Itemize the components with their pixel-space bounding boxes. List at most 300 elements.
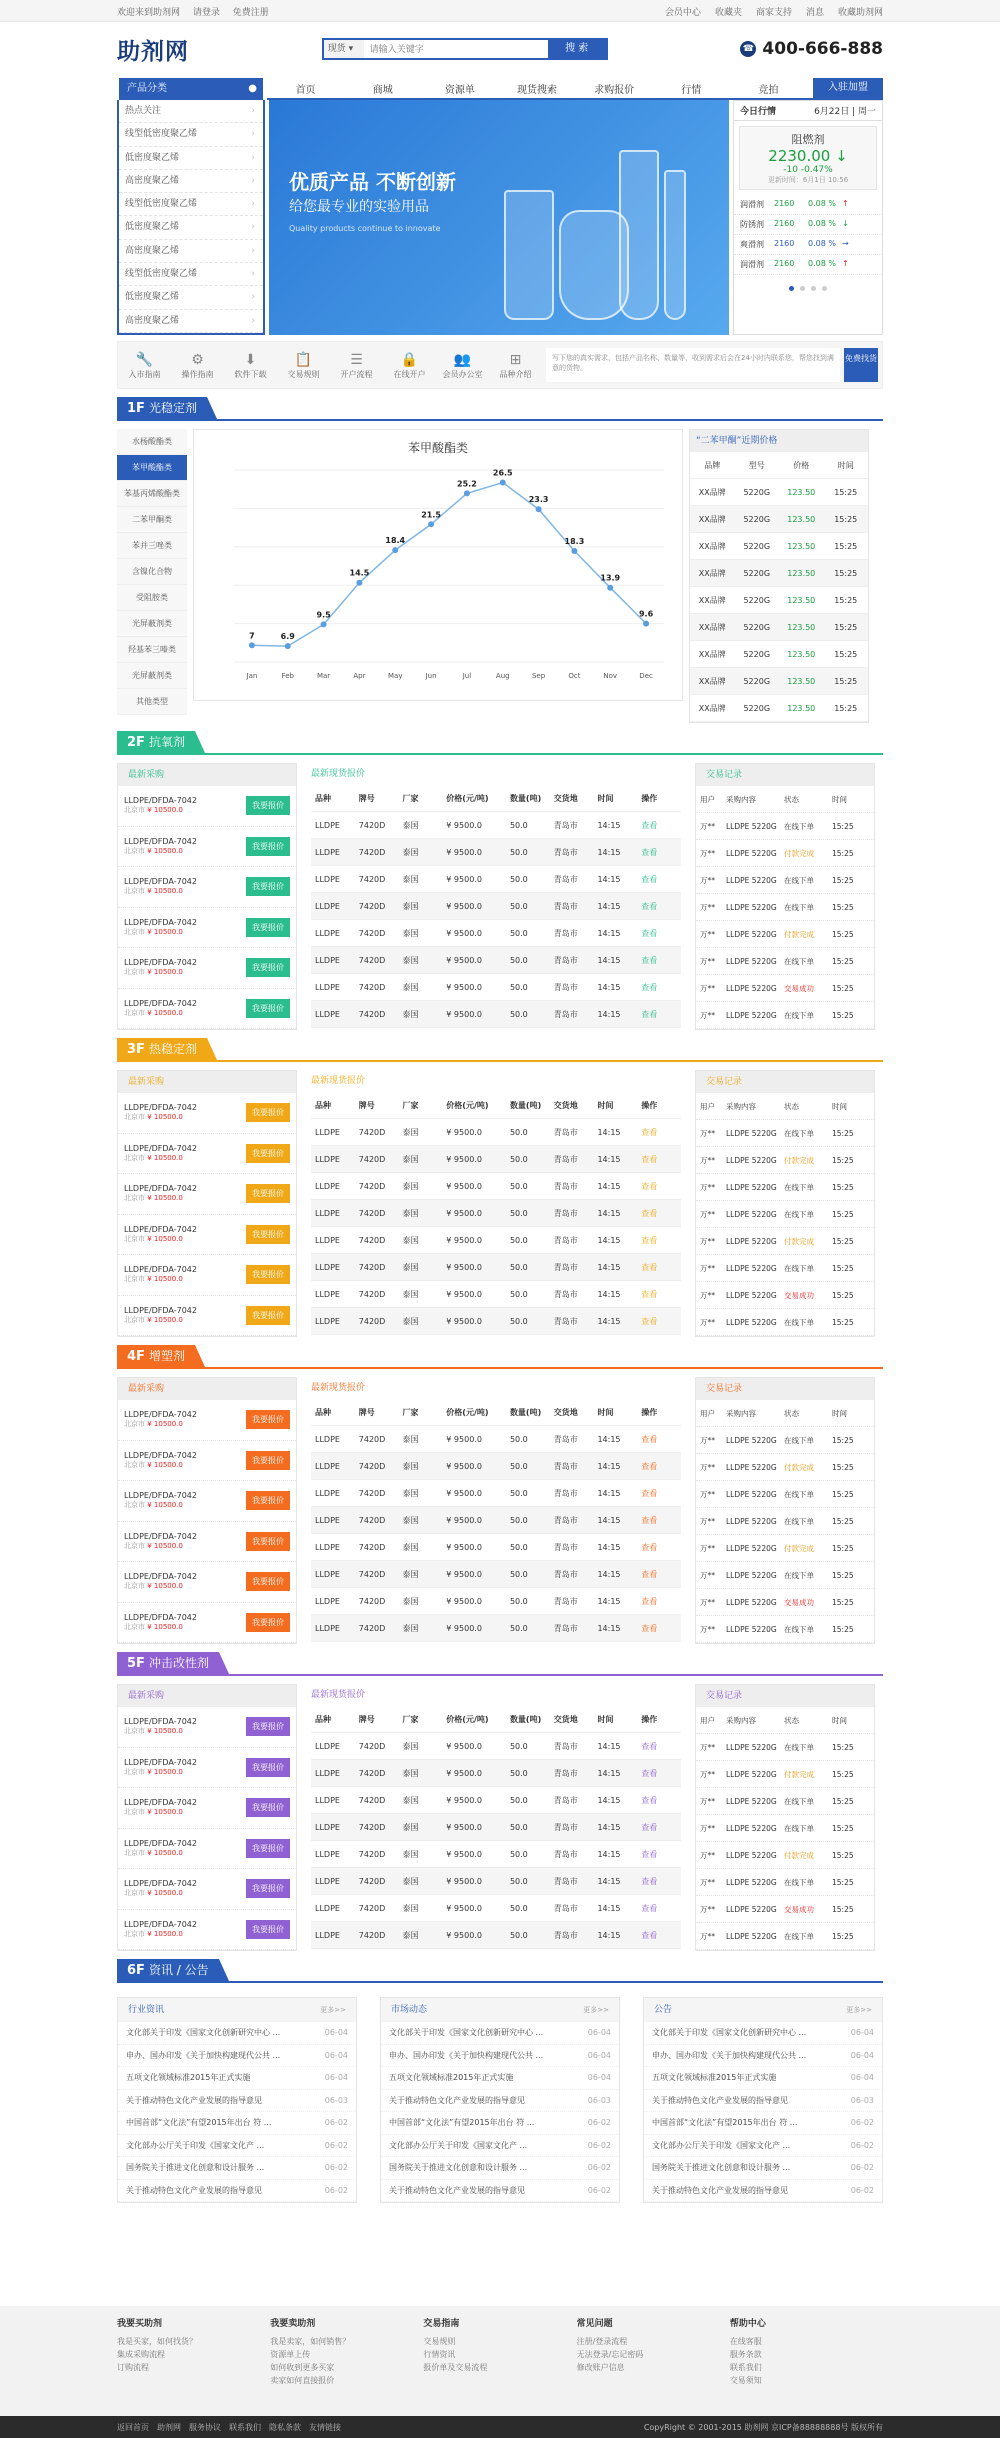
service-icon: ⚙ xyxy=(191,351,204,368)
table-row[interactable]: LLDPE 7420D 泰国 ¥ 9500.0 50.0 青岛市 14:15 查看 xyxy=(311,1001,681,1028)
table-row[interactable]: LLDPE 7420D 泰国 ¥ 9500.0 50.0 青岛市 14:15 查看 xyxy=(311,1119,681,1146)
view-link[interactable]: 查看 xyxy=(641,1236,658,1245)
view-link[interactable]: 查看 xyxy=(641,1317,658,1326)
panel-title: 最新采购 xyxy=(118,1378,296,1400)
news-item[interactable]: 五项文化领域标准2015年正式实施 06-04 xyxy=(644,2067,882,2090)
quote-row[interactable]: 爽滑剂 2160 0.08 % → xyxy=(734,235,882,255)
service-5[interactable]: 🔒 在线开户 xyxy=(383,351,436,380)
table-row[interactable]: LLDPE 7420D 泰国 ¥ 9500.0 50.0 青岛市 14:15 查看 xyxy=(311,1507,681,1534)
purchase-item[interactable]: LLDPE/DFDA-7042 北京市 ¥ 10500.0 我要报价 xyxy=(118,786,296,827)
purchase-item[interactable]: LLDPE/DFDA-7042 北京市 ¥ 10500.0 我要报价 xyxy=(118,1707,296,1748)
top-link[interactable]: 收藏助剂网 xyxy=(837,7,883,18)
view-link[interactable]: 查看 xyxy=(641,1543,658,1552)
service-icon: ⬇ xyxy=(244,351,257,368)
deal-row[interactable]: 万** LLDPE 5220G 在线下单 15:25 xyxy=(696,1309,874,1336)
price-row[interactable]: XX品牌 5220G 123.50 15:25 xyxy=(690,560,868,587)
news-item[interactable]: 文化部办公厅关于印发《国家文化产 ... 06-02 xyxy=(381,2135,619,2158)
table-row[interactable]: LLDPE 7420D 泰国 ¥ 9500.0 50.0 青岛市 14:15 查看 xyxy=(311,866,681,893)
news-item[interactable]: 关于推动特色文化产业发展的指导意见 06-02 xyxy=(381,2180,619,2203)
news-item[interactable]: 中国首部“文化法”有望2015年出台 符 ... 06-02 xyxy=(118,2112,356,2135)
x-tick-label: May xyxy=(388,672,403,680)
table-row[interactable]: LLDPE 7420D 泰国 ¥ 9500.0 50.0 青岛市 14:15 查看 xyxy=(311,1588,681,1615)
deal-row[interactable]: 万** LLDPE 5220G 在线下单 15:25 xyxy=(696,894,874,921)
category-item[interactable]: 线型低密度聚乙烯 › xyxy=(119,193,263,216)
quote-button[interactable]: 我要报价 xyxy=(246,1920,290,1939)
panel-title: 最新采购 xyxy=(118,764,296,786)
table-row[interactable]: LLDPE 7420D 泰国 ¥ 9500.0 50.0 青岛市 14:15 查看 xyxy=(311,1841,681,1868)
table-row[interactable]: LLDPE 7420D 泰国 ¥ 9500.0 50.0 青岛市 14:15 查看 xyxy=(311,1615,681,1642)
view-link[interactable]: 查看 xyxy=(641,1850,658,1859)
view-link[interactable]: 查看 xyxy=(641,1931,658,1940)
news-item[interactable]: 申办、国办印发《关于加快构建现代公共 ... 06-04 xyxy=(644,2045,882,2068)
category-item[interactable]: 低密度聚乙烯 › xyxy=(119,147,263,170)
deal-row[interactable]: 万** LLDPE 5220G 付款完成 15:25 xyxy=(696,1454,874,1481)
footer-column: 常见问题 注册/登录流程 无法登录/忘记密码 修改账户信息 xyxy=(577,2316,730,2387)
category-item[interactable]: 高密度聚乙烯 › xyxy=(119,310,263,333)
category-item[interactable]: 线型低密度聚乙烯 › xyxy=(119,263,263,286)
service-icon: ☰ xyxy=(350,351,363,368)
purchase-item[interactable]: LLDPE/DFDA-7042 北京市 ¥ 10500.0 我要报价 xyxy=(118,1441,296,1482)
quote-button[interactable]: 我要报价 xyxy=(246,1572,290,1591)
price-row[interactable]: XX品牌 5220G 123.50 15:25 xyxy=(690,533,868,560)
service-4[interactable]: ☰ 开户流程 xyxy=(330,351,383,380)
table-row[interactable]: LLDPE 7420D 泰国 ¥ 9500.0 50.0 青岛市 14:15 查看 xyxy=(311,1895,681,1922)
footer-link[interactable]: 无法登录/忘记密码 xyxy=(576,2350,644,2359)
news-item[interactable]: 国务院关于推进文化创意和设计服务 ... 06-02 xyxy=(644,2157,882,2180)
table-row[interactable]: LLDPE 7420D 泰国 ¥ 9500.0 50.0 青岛市 14:15 查看 xyxy=(311,1787,681,1814)
table-row[interactable]: LLDPE 7420D 泰国 ¥ 9500.0 50.0 青岛市 14:15 查看 xyxy=(311,1922,681,1949)
chevron-right-icon: › xyxy=(251,129,255,140)
price-row[interactable]: XX品牌 5220G 123.50 15:25 xyxy=(690,695,868,722)
news-item[interactable]: 五项文化领域标准2015年正式实施 06-04 xyxy=(381,2067,619,2090)
side-item[interactable]: 其他类型 xyxy=(117,689,187,715)
table-row[interactable]: LLDPE 7420D 泰国 ¥ 9500.0 50.0 青岛市 14:15 查看 xyxy=(311,1733,681,1760)
news-item[interactable]: 文化部办公厅关于印发《国家文化产 ... 06-02 xyxy=(644,2135,882,2158)
quote-button[interactable]: 我要报价 xyxy=(246,1410,290,1429)
deal-row[interactable]: 万** LLDPE 5220G 在线下单 15:25 xyxy=(696,1201,874,1228)
view-link[interactable]: 查看 xyxy=(641,1209,658,1218)
table-header: 品种 牌号 厂家 价格(元/吨) 数量(吨) 交货地 时间 操作 xyxy=(311,1399,681,1426)
bottom-link[interactable]: 服务协议 xyxy=(189,2422,221,2432)
purchase-item[interactable]: LLDPE/DFDA-7042 北京市 ¥ 10500.0 我要报价 xyxy=(118,1603,296,1644)
table-row[interactable]: LLDPE 7420D 泰国 ¥ 9500.0 50.0 青岛市 14:15 查看 xyxy=(311,1453,681,1480)
service-3[interactable]: 📋 交易规则 xyxy=(277,351,330,380)
deal-row[interactable]: 万** LLDPE 5220G 在线下单 15:25 xyxy=(696,1923,874,1950)
service-icon: 🔧 xyxy=(135,351,154,368)
service-6[interactable]: 👥 会员办公室 xyxy=(436,351,489,380)
purchase-item[interactable]: LLDPE/DFDA-7042 北京市 ¥ 10500.0 我要报价 xyxy=(118,1093,296,1134)
view-link[interactable]: 查看 xyxy=(641,1489,658,1498)
data-label: 13.9 xyxy=(600,573,621,583)
deal-row[interactable]: 万** LLDPE 5220G 在线下单 15:25 xyxy=(696,1174,874,1201)
deal-row[interactable]: 万** LLDPE 5220G 在线下单 15:25 xyxy=(696,867,874,894)
bottom-link[interactable]: 助剂网 xyxy=(157,2422,181,2432)
quote-button[interactable]: 我要报价 xyxy=(246,1265,290,1284)
category-item[interactable]: 高密度聚乙烯 › xyxy=(119,240,263,263)
register-link[interactable]: 免费注册 xyxy=(232,7,269,18)
nav-item[interactable]: 现货搜索 xyxy=(516,84,557,96)
deal-row[interactable]: 万** LLDPE 5220G 在线下单 15:25 xyxy=(696,1734,874,1761)
chevron-right-icon: › xyxy=(251,315,255,326)
news-item[interactable]: 申办、国办印发《关于加快构建现代公共 ... 06-04 xyxy=(381,2045,619,2068)
free-find-button[interactable]: 免费找货 xyxy=(844,348,878,382)
deal-row[interactable]: 万** LLDPE 5220G 在线下单 15:25 xyxy=(696,1869,874,1896)
quote-button[interactable]: 我要报价 xyxy=(246,796,290,815)
chevron-right-icon: › xyxy=(251,269,255,280)
panel-title: 交易记录 xyxy=(696,1071,874,1093)
footer-link[interactable]: 卖家如何直接报价 xyxy=(270,2376,335,2385)
panel-title: 最新采购 xyxy=(118,1685,296,1707)
view-link[interactable]: 查看 xyxy=(641,983,658,992)
purchase-item[interactable]: LLDPE/DFDA-7042 北京市 ¥ 10500.0 我要报价 xyxy=(118,1481,296,1522)
top-link[interactable]: 收藏夹 xyxy=(714,7,742,18)
purchase-item[interactable]: LLDPE/DFDA-7042 北京市 ¥ 10500.0 我要报价 xyxy=(118,948,296,989)
view-link[interactable]: 查看 xyxy=(641,1516,658,1525)
purchase-item[interactable]: LLDPE/DFDA-7042 北京市 ¥ 10500.0 我要报价 xyxy=(118,1215,296,1256)
deal-row[interactable]: 万** LLDPE 5220G 在线下单 15:25 xyxy=(696,1427,874,1454)
search-input[interactable] xyxy=(364,40,548,58)
side-item[interactable]: 光屏蔽剂类 xyxy=(117,611,187,637)
service-1[interactable]: ⚙ 操作指南 xyxy=(171,351,224,380)
side-item[interactable]: 受阻胺类 xyxy=(117,585,187,611)
view-link[interactable]: 查看 xyxy=(641,875,658,884)
deal-row[interactable]: 万** LLDPE 5220G 在线下单 15:25 xyxy=(696,1815,874,1842)
news-item[interactable]: 关于推动特色文化产业发展的指导意见 06-03 xyxy=(381,2090,619,2113)
purchase-item[interactable]: LLDPE/DFDA-7042 北京市 ¥ 10500.0 我要报价 xyxy=(118,1134,296,1175)
login-link[interactable]: 请登录 xyxy=(192,7,220,18)
view-link[interactable]: 查看 xyxy=(641,929,658,938)
table-row[interactable]: LLDPE 7420D 泰国 ¥ 9500.0 50.0 青岛市 14:15 查看 xyxy=(311,920,681,947)
news-header: 行业资讯 更多>> xyxy=(118,1998,356,2022)
news-item[interactable]: 关于推动特色文化产业发展的指导意见 06-03 xyxy=(644,2090,882,2113)
quote-button[interactable]: 我要报价 xyxy=(246,1613,290,1632)
view-link[interactable]: 查看 xyxy=(641,1182,658,1191)
bottom-link[interactable]: 隐私条款 xyxy=(269,2422,301,2432)
news-column xyxy=(380,1997,620,2203)
x-tick-label: Jun xyxy=(425,672,437,680)
news-item[interactable]: 关于推动特色文化产业发展的指导意见 06-03 xyxy=(118,2090,356,2113)
footer-link[interactable]: 我是买家，如何找货？ xyxy=(117,2337,197,2346)
deal-row[interactable]: 万** LLDPE 5220G 在线下单 15:25 xyxy=(696,1562,874,1589)
deal-row[interactable]: 万** LLDPE 5220G 付款完成 15:25 xyxy=(696,840,874,867)
purchase-item[interactable]: LLDPE/DFDA-7042 北京市 ¥ 10500.0 我要报价 xyxy=(118,1562,296,1603)
view-link[interactable]: 查看 xyxy=(641,1877,658,1886)
test-tube-image xyxy=(619,150,659,320)
deal-row[interactable]: 万** LLDPE 5220G 在线下单 15:25 xyxy=(696,813,874,840)
purchase-item[interactable]: LLDPE/DFDA-7042 北京市 ¥ 10500.0 我要报价 xyxy=(118,989,296,1030)
footer-link[interactable]: 修改账户信息 xyxy=(576,2363,625,2372)
deal-row[interactable]: 万** LLDPE 5220G 在线下单 15:25 xyxy=(696,1255,874,1282)
nav-item[interactable]: 竞拍 xyxy=(758,84,779,96)
nav-item[interactable]: 首页 xyxy=(295,84,316,96)
purchase-item[interactable]: LLDPE/DFDA-7042 北京市 ¥ 10500.0 我要报价 xyxy=(118,1910,296,1951)
quote-button[interactable]: 我要报价 xyxy=(246,958,290,977)
purchase-item[interactable]: LLDPE/DFDA-7042 北京市 ¥ 10500.0 我要报价 xyxy=(118,1788,296,1829)
purchase-item[interactable]: LLDPE/DFDA-7042 北京市 ¥ 10500.0 我要报价 xyxy=(118,1255,296,1296)
view-link[interactable]: 查看 xyxy=(641,1769,658,1778)
service-7[interactable]: ⊞ 品种介绍 xyxy=(489,351,542,380)
view-link[interactable]: 查看 xyxy=(641,1155,658,1164)
quote-button[interactable]: 我要报价 xyxy=(246,1798,290,1817)
deal-row[interactable]: 万** LLDPE 5220G 付款完成 15:25 xyxy=(696,1228,874,1255)
deal-row[interactable]: 万** LLDPE 5220G 交易成功 15:25 xyxy=(696,975,874,1002)
deal-row[interactable]: 万** LLDPE 5220G 交易成功 15:25 xyxy=(696,1589,874,1616)
price-row[interactable]: XX品牌 5220G 123.50 15:25 xyxy=(690,668,868,695)
news-item[interactable]: 国务院关于推进文化创意和设计服务 ... 06-02 xyxy=(381,2157,619,2180)
view-link[interactable]: 查看 xyxy=(641,1290,658,1299)
chart-svg xyxy=(194,430,682,700)
more-link[interactable]: 更多>> xyxy=(583,2006,609,2014)
table-row[interactable]: LLDPE 7420D 泰国 ¥ 9500.0 50.0 青岛市 14:15 查看 xyxy=(311,812,681,839)
nav-item[interactable]: 行情 xyxy=(681,84,702,96)
table-row[interactable]: LLDPE 7420D 泰国 ¥ 9500.0 50.0 青岛市 14:15 查看 xyxy=(311,1561,681,1588)
news-item[interactable]: 关于推动特色文化产业发展的指导意见 06-02 xyxy=(118,2180,356,2203)
nav-item[interactable]: 商城 xyxy=(372,84,393,96)
view-link[interactable]: 查看 xyxy=(641,1010,658,1019)
quote-button[interactable]: 我要报价 xyxy=(246,1717,290,1736)
join-button[interactable]: 入驻加盟 xyxy=(813,78,883,98)
news-item[interactable]: 关于推动特色文化产业发展的指导意见 06-02 xyxy=(644,2180,882,2203)
quote-button[interactable]: 我要报价 xyxy=(246,999,290,1018)
service-icon: 👥 xyxy=(453,351,472,368)
price-row[interactable]: XX品牌 5220G 123.50 15:25 xyxy=(690,479,868,506)
news-column xyxy=(117,1997,357,2203)
service-0[interactable]: 🔧 入市指南 xyxy=(118,351,171,380)
nav-item[interactable]: 资源单 xyxy=(444,84,475,96)
panel-title: 交易记录 xyxy=(696,1685,874,1707)
news-item[interactable]: 文化部办公厅关于印发《国家文化产 ... 06-02 xyxy=(118,2135,356,2158)
side-item[interactable]: 光屏蔽剂类 xyxy=(117,663,187,689)
quote-button[interactable]: 我要报价 xyxy=(246,1306,290,1325)
table-row[interactable]: LLDPE 7420D 泰国 ¥ 9500.0 50.0 青岛市 14:15 查看 xyxy=(311,1146,681,1173)
footer-link[interactable]: 交易规则 xyxy=(423,2337,456,2346)
quote-row[interactable]: 润滑剂 2160 0.08 % ↑ xyxy=(734,195,882,215)
deal-row[interactable]: 万** LLDPE 5220G 在线下单 15:25 xyxy=(696,948,874,975)
purchase-item[interactable]: LLDPE/DFDA-7042 北京市 ¥ 10500.0 我要报价 xyxy=(118,867,296,908)
deal-row[interactable]: 万** LLDPE 5220G 付款完成 15:25 xyxy=(696,921,874,948)
footer-link[interactable]: 如何收到更多买家 xyxy=(270,2363,335,2372)
news-item[interactable]: 中国首部“文化法”有望2015年出台 符 ... 06-02 xyxy=(644,2112,882,2135)
price-row[interactable]: XX品牌 5220G 123.50 15:25 xyxy=(690,506,868,533)
footer-link[interactable]: 在线客服 xyxy=(729,2337,762,2346)
category-item[interactable]: 低密度聚乙烯 › xyxy=(119,286,263,309)
deal-row[interactable]: 万** LLDPE 5220G 在线下单 15:25 xyxy=(696,1508,874,1535)
quote-button[interactable]: 我要报价 xyxy=(246,1225,290,1244)
purchase-item[interactable]: LLDPE/DFDA-7042 北京市 ¥ 10500.0 我要报价 xyxy=(118,827,296,868)
view-link[interactable]: 查看 xyxy=(641,1435,658,1444)
side-item[interactable]: 含镍化合物 xyxy=(117,559,187,585)
purchase-item[interactable]: LLDPE/DFDA-7042 北京市 ¥ 10500.0 我要报价 xyxy=(118,1296,296,1337)
table-row[interactable]: LLDPE 7420D 泰国 ¥ 9500.0 50.0 青岛市 14:15 查看 xyxy=(311,1868,681,1895)
view-link[interactable]: 查看 xyxy=(641,848,658,857)
deal-row[interactable]: 万** LLDPE 5220G 付款完成 15:25 xyxy=(696,1761,874,1788)
table-row[interactable]: LLDPE 7420D 泰国 ¥ 9500.0 50.0 青岛市 14:15 查看 xyxy=(311,1173,681,1200)
deal-row[interactable]: 万** LLDPE 5220G 交易成功 15:25 xyxy=(696,1896,874,1923)
bottom-link[interactable]: 返回首页 xyxy=(117,2422,149,2432)
price-row[interactable]: XX品牌 5220G 123.50 15:25 xyxy=(690,641,868,668)
quote-button[interactable]: 我要报价 xyxy=(246,877,290,896)
purchase-item[interactable]: LLDPE/DFDA-7042 北京市 ¥ 10500.0 我要报价 xyxy=(118,1522,296,1563)
purchase-item[interactable]: LLDPE/DFDA-7042 北京市 ¥ 10500.0 我要报价 xyxy=(118,1748,296,1789)
spot-quote-table xyxy=(311,1377,681,1644)
category-item[interactable]: 热点关注 › xyxy=(119,100,263,123)
view-link[interactable]: 查看 xyxy=(641,1904,658,1913)
footer-link[interactable]: 我是卖家，如何销售？ xyxy=(270,2337,351,2346)
data-label: 21.5 xyxy=(421,510,441,520)
quote-row[interactable]: 润滑剂 2160 0.08 % ↑ xyxy=(734,255,882,275)
footer-link[interactable]: 联系我们 xyxy=(729,2363,762,2372)
purchase-item[interactable]: LLDPE/DFDA-7042 北京市 ¥ 10500.0 我要报价 xyxy=(118,1869,296,1910)
deal-row[interactable]: 万** LLDPE 5220G 在线下单 15:25 xyxy=(696,1788,874,1815)
chevron-right-icon: › xyxy=(251,152,255,163)
quote-button[interactable]: 我要报价 xyxy=(246,1144,290,1163)
data-label: 9.5 xyxy=(316,610,331,620)
view-link[interactable]: 查看 xyxy=(641,1263,658,1272)
purchase-item[interactable]: LLDPE/DFDA-7042 北京市 ¥ 10500.0 我要报价 xyxy=(118,908,296,949)
deal-row[interactable]: 万** LLDPE 5220G 付款完成 15:25 xyxy=(696,1147,874,1174)
deal-record-panel xyxy=(695,1684,875,1951)
side-item[interactable]: 水杨酸酯类 xyxy=(117,429,187,455)
footer-link[interactable]: 注册/登录流程 xyxy=(576,2337,628,2346)
bottom-link[interactable]: 联系我们 xyxy=(229,2422,261,2432)
table-row[interactable]: LLDPE 7420D 泰国 ¥ 9500.0 50.0 青岛市 14:15 查看 xyxy=(311,1426,681,1453)
news-item[interactable]: 文化部关于印发《国家文化创新研究中心 ... 06-04 xyxy=(381,2022,619,2045)
quote-highlight[interactable]: 阻燃剂 2230.00 ↓ -10 -0.47% 更新时间：6月1日 10:56 xyxy=(739,126,877,190)
news-item[interactable]: 文化部关于印发《国家文化创新研究中心 ... 06-04 xyxy=(118,2022,356,2045)
deal-row[interactable]: 万** LLDPE 5220G 在线下单 15:25 xyxy=(696,1481,874,1508)
view-link[interactable]: 查看 xyxy=(641,902,658,911)
quote-row[interactable]: 防锈剂 2160 0.08 % ↓ xyxy=(734,215,882,235)
quote-button[interactable]: 我要报价 xyxy=(246,1532,290,1551)
category-toggle-icon[interactable]: ● xyxy=(248,83,257,94)
search-button[interactable]: 搜 索 xyxy=(548,40,606,58)
search-type-select[interactable]: 现货 ▾ xyxy=(324,40,364,58)
table-row[interactable]: LLDPE 7420D 泰国 ¥ 9500.0 50.0 青岛市 14:15 查看 xyxy=(311,1281,681,1308)
quote-button[interactable]: 我要报价 xyxy=(246,918,290,937)
price-row[interactable]: XX品牌 5220G 123.50 15:25 xyxy=(690,614,868,641)
side-item[interactable]: 苯甲酸酯类 xyxy=(117,455,187,481)
footer-link[interactable]: 报价单及交易流程 xyxy=(423,2363,488,2372)
news-item[interactable]: 申办、国办印发《关于加快构建现代公共 ... 06-04 xyxy=(118,2045,356,2068)
table-row[interactable]: LLDPE 7420D 泰国 ¥ 9500.0 50.0 青岛市 14:15 查看 xyxy=(311,1308,681,1335)
footer-link[interactable]: 集成采购流程 xyxy=(117,2350,165,2359)
footer-column: 帮助中心 在线客服 服务条款 联系我们 交易须知 xyxy=(730,2316,883,2387)
table-row[interactable]: LLDPE 7420D 泰国 ¥ 9500.0 50.0 青岛市 14:15 查看 xyxy=(311,1200,681,1227)
site-logo[interactable]: 助剂网 xyxy=(117,38,189,65)
footer-column: 我要卖助剂 我是卖家，如何销售？ 资源单上传 如何收到更多买家 卖家如何直接报价 xyxy=(270,2316,423,2387)
quote-button[interactable]: 我要报价 xyxy=(246,1879,290,1898)
deal-row[interactable]: 万** LLDPE 5220G 在线下单 15:25 xyxy=(696,1002,874,1029)
footer-link[interactable]: 服务条款 xyxy=(729,2350,762,2359)
view-link[interactable]: 查看 xyxy=(641,1570,658,1579)
footer-link[interactable]: 订购流程 xyxy=(117,2363,149,2372)
view-link[interactable]: 查看 xyxy=(641,1128,658,1137)
top-link[interactable]: 会员中心 xyxy=(664,7,701,18)
copyright: CopyRight © 2001-2015 助剂网 京ICP备88888888号 版权所有 xyxy=(643,2422,883,2432)
carousel-dots[interactable] xyxy=(734,281,882,294)
quote-button[interactable]: 我要报价 xyxy=(246,1103,290,1122)
table-row[interactable]: LLDPE 7420D 泰国 ¥ 9500.0 50.0 青岛市 14:15 查看 xyxy=(311,1814,681,1841)
view-link[interactable]: 查看 xyxy=(641,1462,658,1471)
view-link[interactable]: 查看 xyxy=(641,1624,658,1633)
deal-row[interactable]: 万** LLDPE 5220G 在线下单 15:25 xyxy=(696,1120,874,1147)
x-tick-label: Feb xyxy=(281,672,294,680)
table-row[interactable]: LLDPE 7420D 泰国 ¥ 9500.0 50.0 青岛市 14:15 查看 xyxy=(311,1760,681,1787)
table-row[interactable]: LLDPE 7420D 泰国 ¥ 9500.0 50.0 青岛市 14:15 查看 xyxy=(311,1227,681,1254)
deal-row[interactable]: 万** LLDPE 5220G 交易成功 15:25 xyxy=(696,1282,874,1309)
category-item[interactable]: 低密度聚乙烯 › xyxy=(119,216,263,239)
table-row[interactable]: LLDPE 7420D 泰国 ¥ 9500.0 50.0 青岛市 14:15 查看 xyxy=(311,1534,681,1561)
price-row[interactable]: XX品牌 5220G 123.50 15:25 xyxy=(690,587,868,614)
footer-link[interactable]: 资源单上传 xyxy=(270,2350,311,2359)
banner-en: Quality products continue to innovate xyxy=(289,224,441,233)
hero-banner[interactable] xyxy=(269,100,729,335)
more-link[interactable]: 更多>> xyxy=(320,2006,346,2014)
purchase-item[interactable]: LLDPE/DFDA-7042 北京市 ¥ 10500.0 我要报价 xyxy=(118,1829,296,1870)
service-2[interactable]: ⬇ 软件下载 xyxy=(224,351,277,380)
purchase-item[interactable]: LLDPE/DFDA-7042 北京市 ¥ 10500.0 我要报价 xyxy=(118,1174,296,1215)
footer-link[interactable]: 交易须知 xyxy=(729,2376,762,2385)
quote-button[interactable]: 我要报价 xyxy=(246,1491,290,1510)
news-item[interactable]: 国务院关于推进文化创意和设计服务 ... 06-02 xyxy=(118,2157,356,2180)
bottom-link[interactable]: 友情链接 xyxy=(309,2422,341,2432)
deal-row[interactable]: 万** LLDPE 5220G 付款完成 15:25 xyxy=(696,1842,874,1869)
news-item[interactable]: 文化部关于印发《国家文化创新研究中心 ... 06-04 xyxy=(644,2022,882,2045)
x-tick-label: Dec xyxy=(639,672,653,680)
footer-link[interactable]: 行情资讯 xyxy=(423,2350,456,2359)
view-link[interactable]: 查看 xyxy=(641,1597,658,1606)
nav-item[interactable]: 求购报价 xyxy=(594,84,635,96)
table-row[interactable]: LLDPE 7420D 泰国 ¥ 9500.0 50.0 青岛市 14:15 查看 xyxy=(311,839,681,866)
view-link[interactable]: 查看 xyxy=(641,956,658,965)
panel-title: 最新现货报价 xyxy=(311,769,366,779)
news-item[interactable]: 中国首部“文化法”有望2015年出台 符 ... 06-02 xyxy=(381,2112,619,2135)
category-item[interactable]: 高密度聚乙烯 › xyxy=(119,170,263,193)
data-label: 14.5 xyxy=(349,568,370,578)
table-row[interactable]: LLDPE 7420D 泰国 ¥ 9500.0 50.0 青岛市 14:15 查看 xyxy=(311,1254,681,1281)
deal-row[interactable]: 万** LLDPE 5220G 付款完成 15:25 xyxy=(696,1535,874,1562)
deal-record-panel xyxy=(695,763,875,1030)
top-link[interactable]: 商家支持 xyxy=(755,7,792,18)
quote-button[interactable]: 我要报价 xyxy=(246,1839,290,1858)
quote-button[interactable]: 我要报价 xyxy=(246,1758,290,1777)
table-row[interactable]: LLDPE 7420D 泰国 ¥ 9500.0 50.0 青岛市 14:15 查看 xyxy=(311,974,681,1001)
category-item[interactable]: 线型低密度聚乙烯 › xyxy=(119,123,263,146)
table-row[interactable]: LLDPE 7420D 泰国 ¥ 9500.0 50.0 青岛市 14:15 查看 xyxy=(311,893,681,920)
side-item[interactable]: 苯基丙烯酸酯类 xyxy=(117,481,187,507)
deal-row[interactable]: 万** LLDPE 5220G 在线下单 15:25 xyxy=(696,1616,874,1643)
view-link[interactable]: 查看 xyxy=(641,1796,658,1805)
news-item[interactable]: 五项文化领域标准2015年正式实施 06-04 xyxy=(118,2067,356,2090)
top-link[interactable]: 消息 xyxy=(805,7,824,18)
quote-button[interactable]: 我要报价 xyxy=(246,837,290,856)
quote-button[interactable]: 我要报价 xyxy=(246,1451,290,1470)
side-item[interactable]: 羟基苯三嗪类 xyxy=(117,637,187,663)
view-link[interactable]: 查看 xyxy=(641,1742,658,1751)
side-item[interactable]: 苯并三唑类 xyxy=(117,533,187,559)
quote-button[interactable]: 我要报价 xyxy=(246,1184,290,1203)
data-label: 25.2 xyxy=(457,479,477,489)
purchase-item[interactable]: LLDPE/DFDA-7042 北京市 ¥ 10500.0 我要报价 xyxy=(118,1400,296,1441)
table-row[interactable]: LLDPE 7420D 泰国 ¥ 9500.0 50.0 青岛市 14:15 查看 xyxy=(311,1480,681,1507)
more-link[interactable]: 更多>> xyxy=(846,2006,872,2014)
test-tube-image xyxy=(664,170,686,320)
view-link[interactable]: 查看 xyxy=(641,1823,658,1832)
view-link[interactable]: 查看 xyxy=(641,821,658,830)
side-item[interactable]: 二苯甲酮类 xyxy=(117,507,187,533)
table-row[interactable]: LLDPE 7420D 泰国 ¥ 9500.0 50.0 青岛市 14:15 查看 xyxy=(311,947,681,974)
main-nav xyxy=(267,78,883,100)
